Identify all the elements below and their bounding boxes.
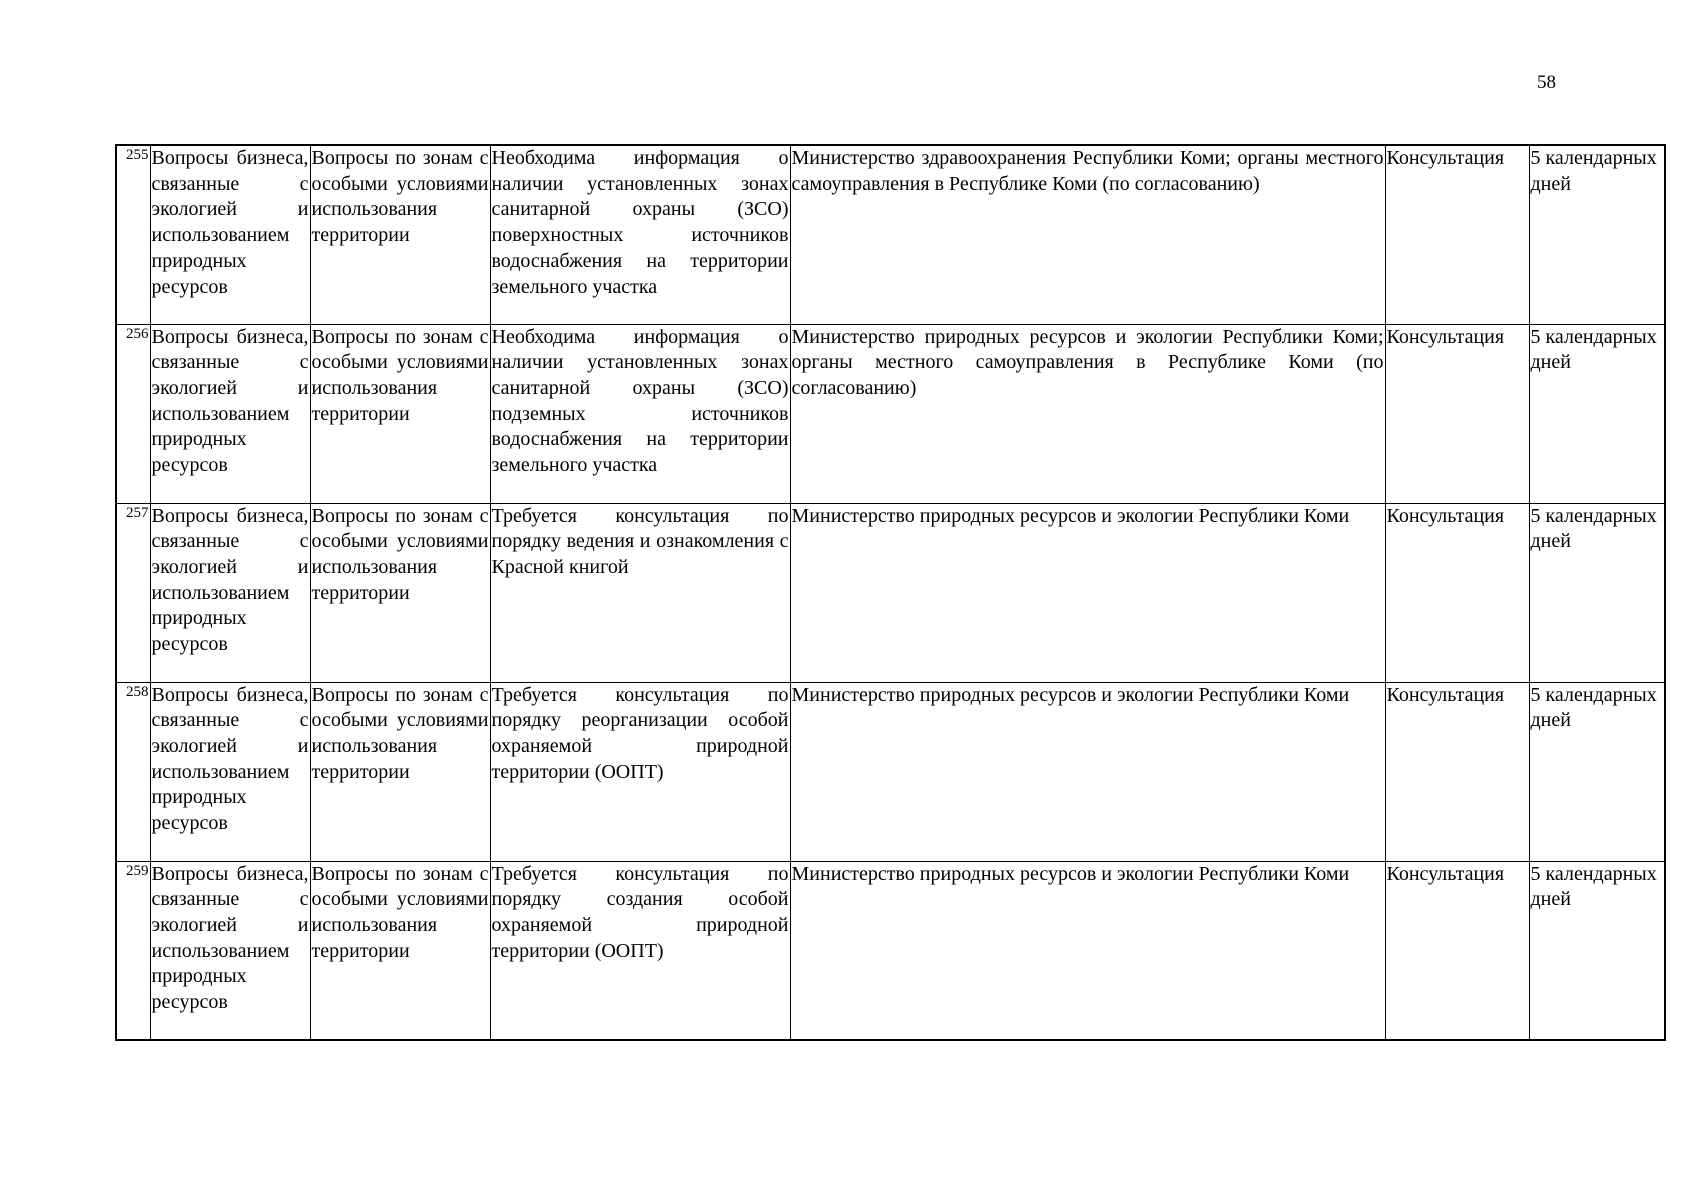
topic-cell: Вопросы бизнеса, связанные с экологией и использованием природных ресурсов	[150, 503, 310, 682]
subtopic-cell: Вопросы по зонам с особыми условиями использования территории	[310, 145, 490, 324]
term-cell: 5 календарных дней	[1529, 503, 1665, 682]
subtopic-cell: Вопросы по зонам с особыми условиями использования территории	[310, 861, 490, 1040]
authority-cell: Министерство природных ресурсов и экологии Республики Коми	[790, 861, 1385, 1040]
table-row	[116, 682, 1665, 861]
service-type-cell: Консультация	[1385, 324, 1529, 503]
authority-cell: Министерство здравоохранения Республики Коми; органы местного самоуправления в Республике Коми (по согласованию)	[790, 145, 1385, 324]
description-cell: Требуется консультация по порядку реорганизации особой охраняемой природной территории (ООПТ)	[490, 682, 790, 861]
row-number: 258	[116, 682, 150, 861]
table-row	[116, 503, 1665, 682]
row-number: 255	[116, 145, 150, 324]
description-cell: Требуется консультация по порядку ведения и ознакомления с Красной книгой	[490, 503, 790, 682]
subtopic-cell: Вопросы по зонам с особыми условиями использования территории	[310, 324, 490, 503]
table-row	[116, 861, 1665, 1040]
service-type-cell: Консультация	[1385, 145, 1529, 324]
topic-cell: Вопросы бизнеса, связанные с экологией и использованием природных ресурсов	[150, 324, 310, 503]
row-number: 256	[116, 324, 150, 503]
table-row	[116, 324, 1665, 503]
subtopic-cell: Вопросы по зонам с особыми условиями использования территории	[310, 682, 490, 861]
term-cell: 5 календарных дней	[1529, 861, 1665, 1040]
row-number: 259	[116, 861, 150, 1040]
row-number: 257	[116, 503, 150, 682]
term-cell: 5 календарных дней	[1529, 145, 1665, 324]
authority-cell: Министерство природных ресурсов и экологии Республики Коми	[790, 682, 1385, 861]
services-table	[115, 144, 1666, 1041]
topic-cell: Вопросы бизнеса, связанные с экологией и использованием природных ресурсов	[150, 682, 310, 861]
table-row	[116, 145, 1665, 324]
service-type-cell: Консультация	[1385, 861, 1529, 1040]
description-cell: Необходима информация о наличии установленных зонах санитарной охраны (ЗСО) подземных источников водоснабжения на территории земельного участка	[490, 324, 790, 503]
authority-cell: Министерство природных ресурсов и экологии Республики Коми; органы местного самоуправления в Республике Коми (по согласованию)	[790, 324, 1385, 503]
service-type-cell: Консультация	[1385, 682, 1529, 861]
subtopic-cell: Вопросы по зонам с особыми условиями использования территории	[310, 503, 490, 682]
term-cell: 5 календарных дней	[1529, 682, 1665, 861]
topic-cell: Вопросы бизнеса, связанные с экологией и использованием природных ресурсов	[150, 861, 310, 1040]
topic-cell: Вопросы бизнеса, связанные с экологией и использованием природных ресурсов	[150, 145, 310, 324]
service-type-cell: Консультация	[1385, 503, 1529, 682]
description-cell: Необходима информация о наличии установленных зонах санитарной охраны (ЗСО) поверхностных источников водоснабжения на территории земельного участка	[490, 145, 790, 324]
description-cell: Требуется консультация по порядку создания особой охраняемой природной территории (ООПТ)	[490, 861, 790, 1040]
authority-cell: Министерство природных ресурсов и экологии Республики Коми	[790, 503, 1385, 682]
term-cell: 5 календарных дней	[1529, 324, 1665, 503]
page-number: 58	[1537, 72, 1556, 93]
